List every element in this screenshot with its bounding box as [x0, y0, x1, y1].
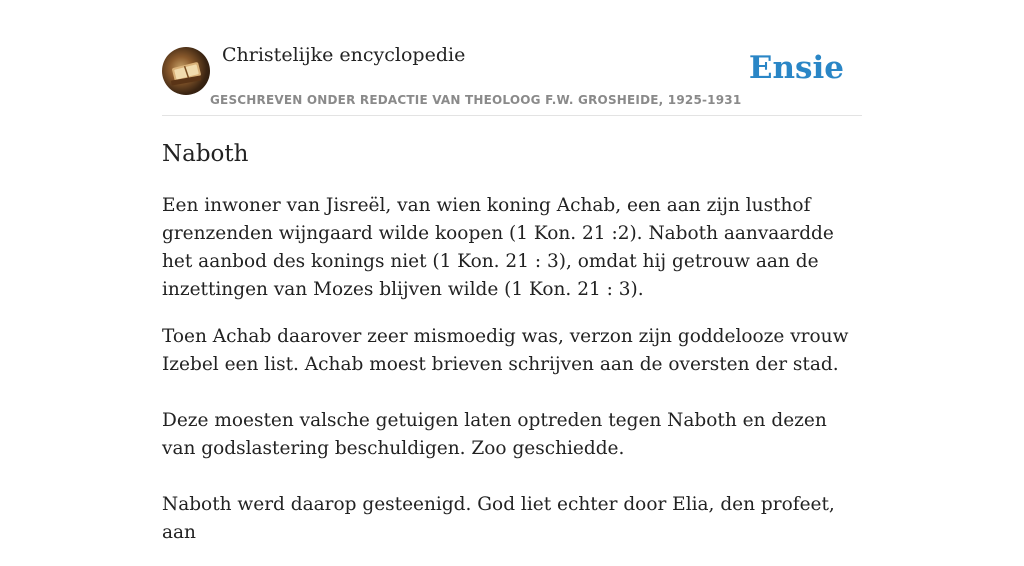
ensie-logo[interactable]: Ensie — [748, 50, 844, 86]
article-paragraph: Deze moesten valsche getuigen laten optreden tegen Naboth en dezen van godslastering beschuldigen. Zoo geschiedde. — [162, 410, 827, 459]
site-header — [162, 40, 862, 116]
site-title-link[interactable]: Christelijke encyclopedie — [222, 44, 466, 66]
book-photo-icon — [162, 47, 210, 95]
article-title: Naboth — [162, 141, 249, 167]
article-paragraph: Naboth werd daarop gesteenigd. God liet echter door Elia, den profeet, aan — [162, 494, 835, 543]
article-paragraph: Een inwoner van Jisreël, van wien koning Achab, een aan zijn lusthof grenzenden wijngaard wilde koopen (1 Kon. 21 :2). Naboth aanvaardde het aanbod des konings niet (1 Kon. 21 : 3), omdat hij getrouw aan de inzettingen van Mozes blijven wilde (1 Kon. 21 : 3). — [162, 195, 834, 300]
site-subtitle: GESCHREVEN ONDER REDACTIE VAN THEOLOOG F.W. GROSHEIDE, 1925-1931 — [210, 93, 742, 107]
encyclopedia-avatar[interactable] — [162, 47, 210, 95]
article — [162, 138, 862, 566]
article-paragraph: Toen Achab daarover zeer mismoedig was, verzon zijn goddelooze vrouw Izebel een list. Achab moest brieven schrijven aan de oversten der stad. — [162, 326, 849, 375]
